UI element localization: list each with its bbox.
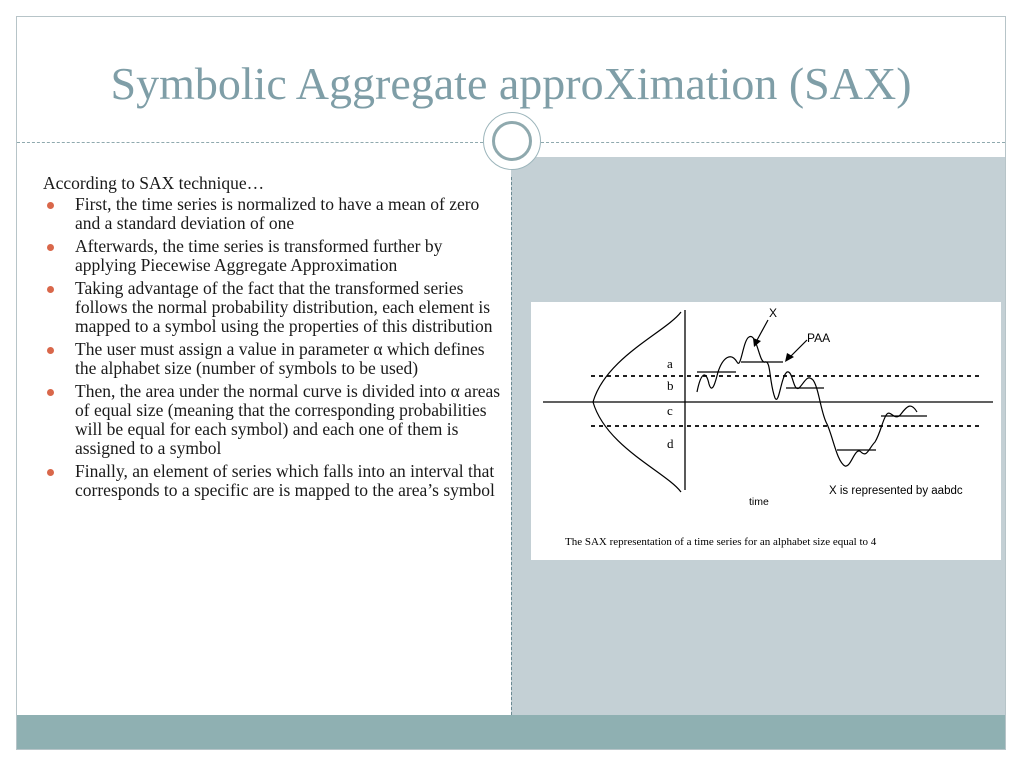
symbol-c-label: c	[667, 403, 673, 418]
series-label: X	[769, 306, 778, 320]
bullet-dot-icon	[47, 389, 54, 396]
paa-label: PAA	[807, 331, 831, 345]
slide-title: Symbolic Aggregate approXimation (SAX)	[110, 58, 912, 109]
bullet-text: Finally, an element of series which falls into an interval that corresponds to a specific are is mapped to the area’s symbol	[75, 461, 495, 500]
symbol-d-label: d	[667, 436, 674, 451]
symbol-b-label: b	[667, 378, 674, 393]
intro-text: According to SAX technique…	[43, 173, 265, 193]
bullet-item	[43, 195, 503, 233]
bullet-dot-icon	[47, 286, 54, 293]
bullet-item	[43, 237, 503, 275]
bullet-dot-icon	[47, 347, 54, 354]
bullet-item	[43, 279, 503, 336]
time-axis-label: time	[749, 496, 769, 508]
sax-diagram	[531, 302, 1001, 560]
bullet-text: Taking advantage of the fact that the transformed series follows the normal probability distribution, each element is mapped to a symbol using the properties of this distribution	[75, 278, 493, 336]
bullet-list	[43, 195, 503, 500]
symbol-a-label: a	[667, 356, 673, 371]
bullet-text: The user must assign a value in parameter α which defines the alphabet size (number of symbols to be used)	[75, 339, 485, 378]
column-divider	[511, 177, 512, 715]
bullet-dot-icon	[47, 202, 54, 209]
slide-body	[43, 174, 503, 504]
bullet-item	[43, 382, 503, 458]
slide-frame	[16, 16, 1006, 750]
series-arrow	[756, 320, 768, 342]
bullet-dot-icon	[47, 244, 54, 251]
circle-ornament-icon	[483, 112, 541, 170]
paa-arrow	[789, 340, 807, 358]
bullet-item	[43, 462, 503, 500]
bullet-text: Then, the area under the normal curve is divided into α areas of equal size (meaning that the corresponding probabilities will be equal for each symbol) and each one of them is assigned to a symbol	[75, 381, 501, 458]
bullet-dot-icon	[47, 469, 54, 476]
time-series-line	[697, 336, 917, 466]
bullet-text: Afterwards, the time series is transformed further by applying Piecewise Aggregate Approximation	[75, 236, 443, 275]
bullet-text: First, the time series is normalized to have a mean of zero and a standard deviation of one	[75, 194, 480, 233]
figure-caption: The SAX representation of a time series for an alphabet size equal to 4	[565, 536, 877, 548]
bullet-item	[43, 340, 503, 378]
title-divider-left	[17, 142, 483, 143]
representation-note: X is represented by aabdc	[829, 485, 963, 497]
title-divider-right	[541, 142, 1005, 143]
footer-band	[17, 715, 1005, 749]
sax-figure	[531, 302, 1001, 560]
